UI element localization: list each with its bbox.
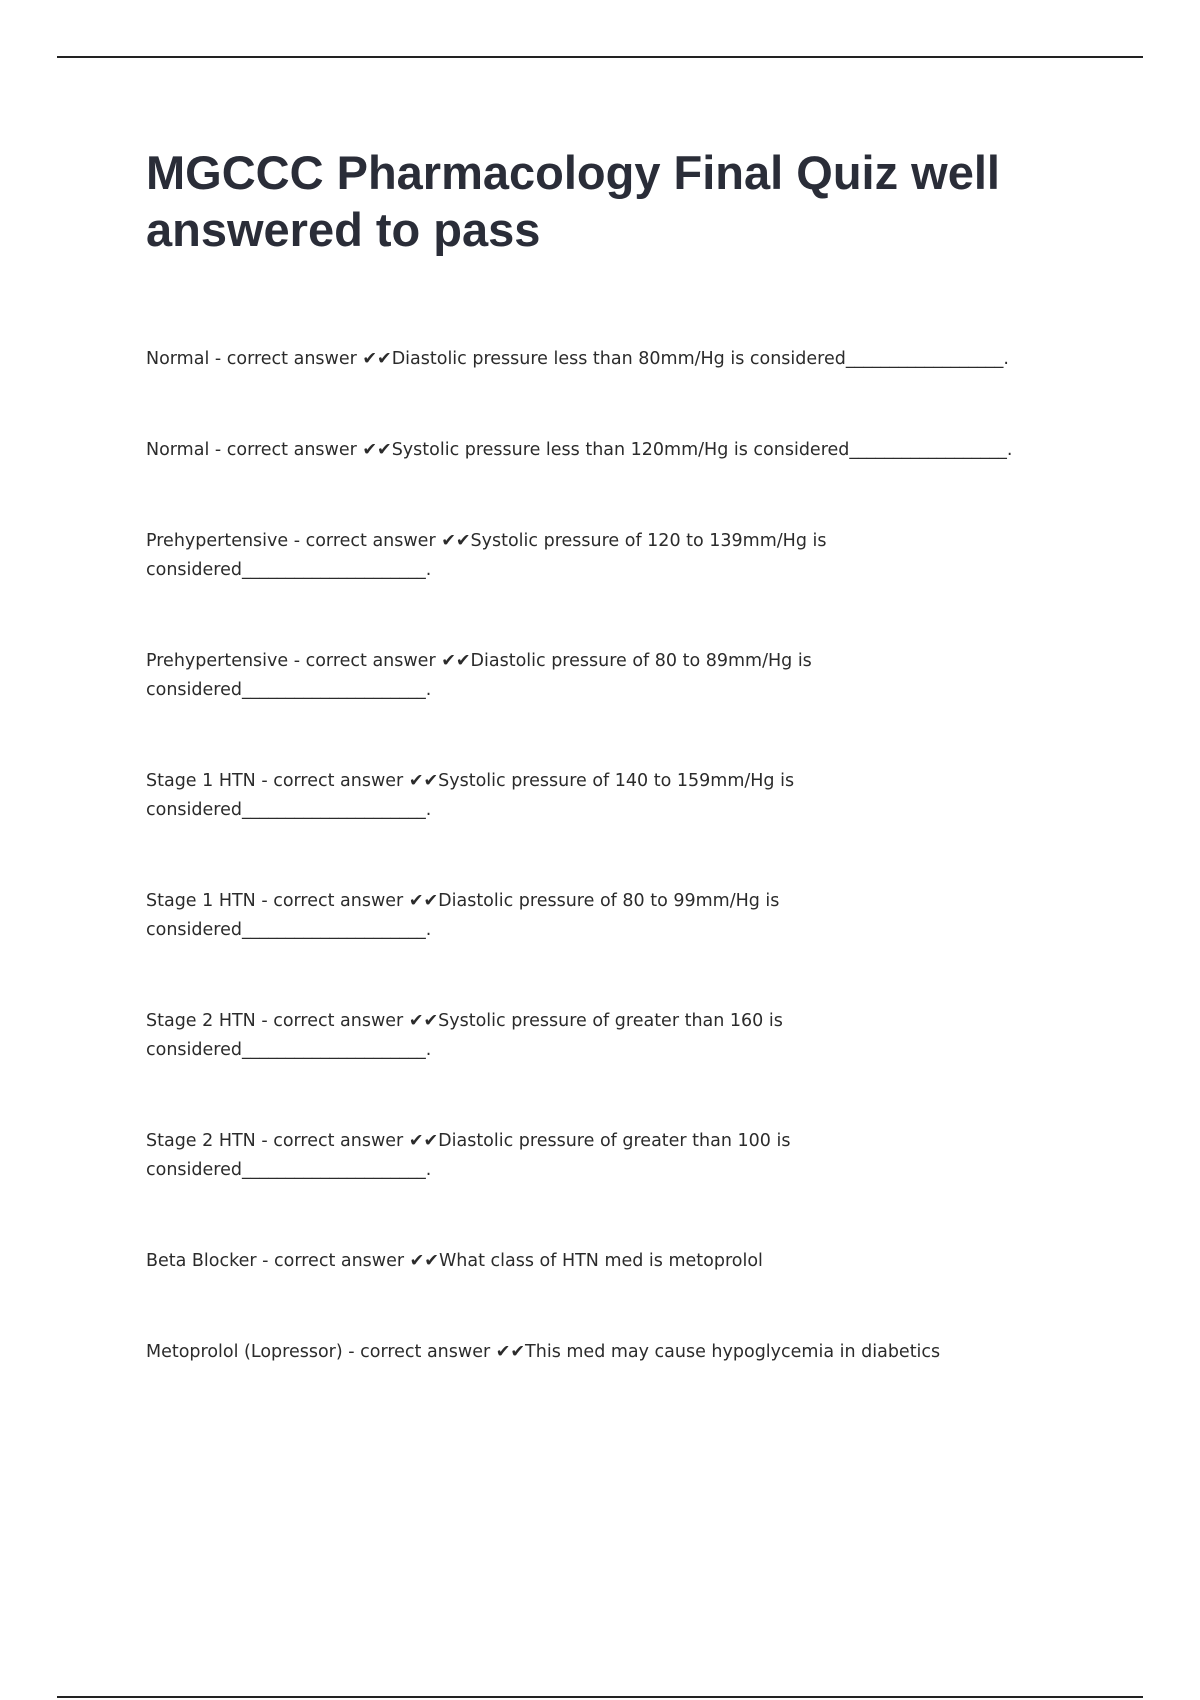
qa-item bbox=[146, 1247, 1106, 1338]
bottom-divider bbox=[57, 1696, 1143, 1698]
qa-item bbox=[146, 1007, 1106, 1127]
qa-item bbox=[146, 345, 1106, 436]
qa-item-text: Beta Blocker - correct answer ✔✔What class of HTN med is metoprolol bbox=[146, 1251, 763, 1271]
qa-item bbox=[146, 647, 1106, 767]
qa-item-text: Stage 2 HTN - correct answer ✔✔Diastolic pressure of greater than 100 is considered_____________________. bbox=[146, 1131, 791, 1180]
qa-item-text: Stage 1 HTN - correct answer ✔✔Diastolic pressure of 80 to 99mm/Hg is considered_____________________. bbox=[146, 891, 780, 940]
qa-item-text: Normal - correct answer ✔✔Diastolic pressure less than 80mm/Hg is considered__________________. bbox=[146, 349, 1009, 369]
qa-list bbox=[146, 345, 1106, 1429]
qa-item-text: Metoprolol (Lopressor) - correct answer ✔✔This med may cause hypoglycemia in diabetics bbox=[146, 1342, 941, 1362]
qa-item bbox=[146, 1338, 1106, 1429]
qa-item bbox=[146, 767, 1106, 887]
qa-item-text: Stage 2 HTN - correct answer ✔✔Systolic pressure of greater than 160 is considered_____________________. bbox=[146, 1011, 783, 1060]
qa-item-text: Prehypertensive - correct answer ✔✔Diastolic pressure of 80 to 89mm/Hg is considered_____________________. bbox=[146, 651, 812, 700]
qa-item bbox=[146, 887, 1106, 1007]
qa-item bbox=[146, 436, 1106, 527]
top-divider bbox=[57, 56, 1143, 58]
qa-item-text: Normal - correct answer ✔✔Systolic pressure less than 120mm/Hg is considered__________________. bbox=[146, 440, 1013, 460]
qa-item-text: Stage 1 HTN - correct answer ✔✔Systolic pressure of 140 to 159mm/Hg is considered_____________________. bbox=[146, 771, 795, 820]
qa-item-text: Prehypertensive - correct answer ✔✔Systolic pressure of 120 to 139mm/Hg is considered_____________________. bbox=[146, 531, 827, 580]
qa-item bbox=[146, 1127, 1106, 1247]
qa-item bbox=[146, 527, 1106, 647]
page-title: MGCCC Pharmacology Final Quiz well answered to pass bbox=[146, 146, 1000, 256]
